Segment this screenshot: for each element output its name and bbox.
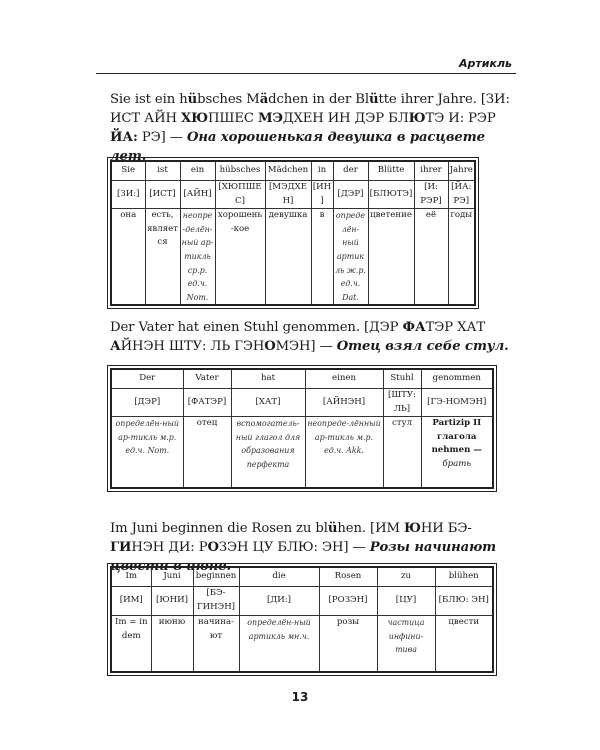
- transcription-cell: [ИСТ]: [145, 181, 180, 209]
- translation-cell: цветение: [368, 209, 414, 306]
- word-cell: hübsches: [215, 161, 265, 181]
- transcription-cell: [ЮНИ]: [151, 587, 193, 616]
- example-sentence-2: [110, 318, 510, 356]
- grammar-note-cell: Partizip II глагола nehmen — брать: [421, 417, 493, 488]
- transcription-cell: [МЭДХЕН]: [265, 181, 311, 209]
- text-segment: НИ БЭ-: [420, 521, 472, 536]
- transcription-cell: [ИМ]: [111, 587, 151, 616]
- transcription-cell: [ХЮПШЕС]: [215, 181, 265, 209]
- grammar-note-cell: частица инфини-тива: [377, 616, 435, 673]
- transcription-cell: [ДЭР]: [333, 181, 368, 209]
- grammar-note-cell: определён-ный артикль мн.ч.: [239, 616, 319, 673]
- text-segment: [ЗИ: ИСТ АЙН: [110, 92, 510, 126]
- word-cell: genommen: [421, 369, 493, 389]
- transcription-row: [111, 389, 493, 417]
- text-segment: tte ihrer Jahre.: [378, 92, 477, 107]
- text-segment: ТЭР ХАТ: [425, 320, 486, 335]
- stressed-segment: МЭ: [257, 111, 283, 126]
- transcription-cell: [ХАТ]: [231, 389, 305, 417]
- transcription-cell: [БЛЮТЭ]: [368, 181, 414, 209]
- stressed-segment: ГИ: [110, 540, 132, 555]
- grammar-note-cell: неопре-делён-ный ар-тикль ср.р. ед.ч. Nom.: [180, 209, 215, 306]
- russian-translation: Розы начинают цвести в июне.: [110, 540, 497, 574]
- text-segment: hen.: [337, 521, 366, 536]
- word-cell: die: [239, 567, 319, 587]
- stressed-segment: ü: [327, 521, 338, 536]
- translation-cell: в: [311, 209, 333, 306]
- transcription-cell: [БЛЮ: ЭН]: [435, 587, 493, 616]
- section-title: Артикль: [459, 57, 512, 70]
- russian-translation: Она хорошенькая девушка в расцвете лет.: [110, 130, 485, 164]
- word-cell: Jahre: [448, 161, 475, 181]
- text-segment: Sie ist ein h: [110, 92, 188, 107]
- dash: —: [165, 130, 187, 145]
- text-segment: ЗЭН ЦУ БЛЮ: ЭН]: [218, 540, 349, 555]
- stressed-segment: А: [110, 339, 121, 354]
- translation-cell: цвести: [435, 616, 493, 673]
- word-cell: Rosen: [319, 567, 377, 587]
- transcription-cell: [АЙНЭН]: [305, 389, 383, 417]
- text-segment: ДХЕН ИН ДЭР БЛ: [282, 111, 409, 126]
- word-cell: Mädchen: [265, 161, 311, 181]
- translation-cell: есть, является: [145, 209, 180, 306]
- translation-row: [111, 209, 475, 306]
- transcription-cell: [ЙА: РЭ]: [448, 181, 475, 209]
- text-segment: Im Juni beginnen die Rosen zu bl: [110, 521, 328, 536]
- transcription-cell: [И: РЭР]: [414, 181, 448, 209]
- translation-cell: начина-ют: [193, 616, 239, 673]
- text-segment: РЭ]: [137, 130, 166, 145]
- german-word-row: [111, 567, 493, 587]
- dash: —: [348, 540, 370, 555]
- stressed-segment: ü: [187, 92, 198, 107]
- translation-cell: девушка: [265, 209, 311, 306]
- stressed-segment: ХЮ: [180, 111, 208, 126]
- transcription-cell: [ГЭ-НОМЭН]: [421, 389, 493, 417]
- transcription-cell: [ДЭР]: [111, 389, 183, 417]
- text-segment: МЭН]: [275, 339, 316, 354]
- transcription-cell: [ФАТЭР]: [183, 389, 231, 417]
- stressed-segment: О: [264, 339, 276, 354]
- grammar-note-cell: неопреде-лённый ар-тикль м.р. ед.ч. Akk.: [305, 417, 383, 488]
- word-cell: in: [311, 161, 333, 181]
- word-cell: Stuhl: [383, 369, 421, 389]
- german-sentence: [110, 92, 477, 107]
- text-segment: ЙНЭН ШТУ: ЛЬ ГЭН: [120, 339, 265, 354]
- word-cell: Im: [111, 567, 151, 587]
- word-cell: zu: [377, 567, 435, 587]
- german-sentence: [110, 320, 360, 335]
- transcription-cell: [ЗИ:]: [111, 181, 145, 209]
- translation-cell: годы: [448, 209, 475, 306]
- transcription-cell: [ДИ:]: [239, 587, 319, 616]
- translation-cell: Im = in dem: [111, 616, 151, 673]
- stressed-segment: Ю: [408, 111, 426, 126]
- text-segment: [ИМ: [365, 521, 404, 536]
- word-cell: ein: [180, 161, 215, 181]
- grammar-note-cell: вспомогатель-ный глагол для образования перфекта: [231, 417, 305, 488]
- german-word-row: [111, 161, 475, 181]
- word-cell: ist: [145, 161, 180, 181]
- translation-cell: она: [111, 209, 145, 306]
- translation-row: [111, 417, 493, 488]
- word-cell: blühen: [435, 567, 493, 587]
- transcription-cell: [ЦУ]: [377, 587, 435, 616]
- word-cell: hat: [231, 369, 305, 389]
- word-cell: Juni: [151, 567, 193, 587]
- russian-translation: Отец взял себе стул.: [336, 339, 509, 354]
- translation-cell: хорошень-кое: [215, 209, 265, 306]
- translation-cell: её: [414, 209, 448, 306]
- text-segment: [ДЭР: [359, 320, 403, 335]
- word-cell: Sie: [111, 161, 145, 181]
- example-sentence-1: [110, 90, 510, 166]
- text-segment: bsches M: [197, 92, 260, 107]
- translation-cell: розы: [319, 616, 377, 673]
- transcription-row: [111, 181, 475, 209]
- stressed-segment: ЙА:: [110, 130, 138, 145]
- grammar-note-cell: определён-ный артикль ж.р. ед.ч. Dat.: [333, 209, 368, 306]
- word-cell: ihrer: [414, 161, 448, 181]
- translation-cell: стул: [383, 417, 421, 488]
- word-table-1: [110, 160, 476, 306]
- transcription-cell: [ШТУ: ЛЬ]: [383, 389, 421, 417]
- german-word-row: [111, 369, 493, 389]
- dash: —: [315, 339, 337, 354]
- text-segment: dchen in der Bl: [268, 92, 370, 107]
- word-cell: beginnen: [193, 567, 239, 587]
- grammar-note-cell: определён-ный ар-тикль м.р. ед.ч. Nom.: [111, 417, 183, 488]
- word-table-3: [110, 566, 494, 673]
- text-segment: ПШЕС: [207, 111, 258, 126]
- stressed-segment: ФА: [402, 320, 426, 335]
- stressed-segment: ü: [369, 92, 379, 107]
- german-sentence: [110, 521, 366, 536]
- word-table-2: [110, 368, 494, 489]
- text-segment: ТЭ И: РЭР: [425, 111, 496, 126]
- stressed-segment: О: [207, 540, 219, 555]
- translation-cell: отец: [183, 417, 231, 488]
- stressed-segment: Ю: [404, 521, 421, 536]
- translation-row: [111, 616, 493, 673]
- stressed-segment: ä: [259, 92, 269, 107]
- word-cell: der: [333, 161, 368, 181]
- page-number: 13: [291, 690, 309, 704]
- text-segment: НЭН ДИ: Р: [131, 540, 208, 555]
- header-rule: [96, 73, 516, 74]
- transcription-cell: [БЭ-ГИНЭН]: [193, 587, 239, 616]
- word-cell: Vater: [183, 369, 231, 389]
- transcription-row: [111, 587, 493, 616]
- transcription-cell: [РОЗЭН]: [319, 587, 377, 616]
- word-cell: Blütte: [368, 161, 414, 181]
- word-cell: einen: [305, 369, 383, 389]
- word-cell: Der: [111, 369, 183, 389]
- transcription-cell: [ИН]: [311, 181, 333, 209]
- text-segment: Der Vater hat einen Stuhl genommen.: [110, 320, 360, 335]
- transcription-cell: [АЙН]: [180, 181, 215, 209]
- running-header: [0, 0, 600, 80]
- translation-cell: июню: [151, 616, 193, 673]
